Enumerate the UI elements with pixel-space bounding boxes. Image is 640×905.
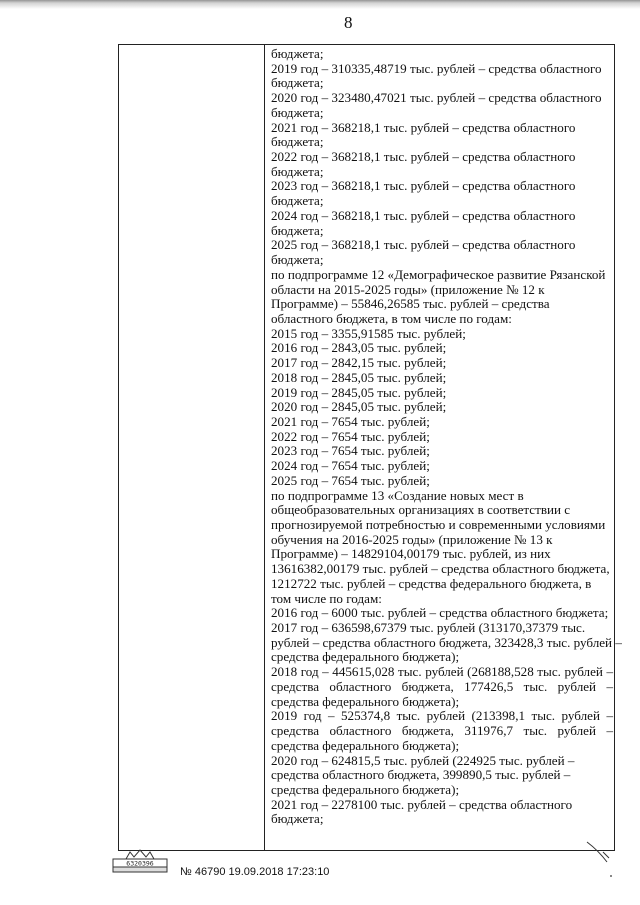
text-line: бюджета; — [271, 252, 324, 268]
text-line: бюджета; — [271, 193, 324, 209]
text-line: бюджета; — [271, 75, 324, 91]
text-line: 2022 год – 7654 тыс. рублей; — [271, 428, 430, 444]
text-line: 2020 год – 2845,05 тыс. рублей; — [271, 399, 447, 415]
text-line: по подпрограмме 13 «Создание новых мест в — [271, 487, 524, 503]
text-line: 2017 год – 636598,67379 тыс. рублей (313170,37379 тыс. — [271, 620, 586, 636]
text-line: том числе по годам: — [271, 590, 382, 606]
text-line: средства федерального бюджета); — [271, 693, 460, 709]
text-line: 2015 год – 3355,91585 тыс. рублей; — [271, 325, 466, 341]
text-line: общеобразовательных организациях в соответствии с — [271, 502, 571, 518]
text-line: 2018 год – 2845,05 тыс. рублей; — [271, 369, 447, 385]
scan-edge-shadow — [0, 0, 640, 10]
table-cell-text — [271, 46, 622, 827]
pen-marks — [585, 838, 625, 883]
text-line: 2018 год – 445615,028 тыс. рублей (268188,528 тыс. рублей – — [271, 664, 613, 680]
text-line: 2021 год – 2278100 тыс. рублей – средства областного — [271, 796, 573, 812]
stamp-number: 6320396 — [126, 859, 154, 868]
text-line: областного бюджета, в том числе по годам: — [271, 310, 512, 326]
registration-footer: № 46790 19.09.2018 17:23:10 — [180, 866, 330, 878]
text-line: 13616382,00179 тыс. рублей – средства областного бюджета, — [271, 561, 610, 577]
text-line: бюджета; — [271, 222, 324, 238]
text-line: 2019 год – 525374,8 тыс. рублей (213398,1 тыс. рублей – — [271, 708, 613, 724]
page-number: 8 — [344, 13, 353, 32]
text-line: рублей – средства областного бюджета, 323428,3 тыс. рублей – — [271, 634, 622, 650]
text-line: 2021 год – 368218,1 тыс. рублей – средства областного — [271, 119, 576, 135]
text-line: средства федерального бюджета); — [271, 737, 460, 753]
text-line: средства областного бюджета, 177426,5 тыс. рублей – — [271, 678, 613, 694]
text-line: 2025 год – 368218,1 тыс. рублей – средства областного — [271, 237, 576, 253]
text-line: бюджета; — [271, 163, 324, 179]
text-line: бюджета; — [271, 104, 324, 120]
text-line: 2022 год – 368218,1 тыс. рублей – средства областного — [271, 149, 576, 165]
text-line: 1212722 тыс. рублей – средства федерального бюджета, в — [271, 575, 592, 591]
text-line: 2024 год – 7654 тыс. рублей; — [271, 458, 430, 474]
text-line: 2019 год – 310335,48719 тыс. рублей – средства областного — [271, 60, 602, 76]
text-line: 2020 год – 624815,5 тыс. рублей (224925 тыс. рублей – — [271, 752, 575, 768]
text-line: средства федерального бюджета); — [271, 649, 460, 665]
text-line: бюджета; — [271, 134, 324, 150]
text-line: 2021 год – 7654 тыс. рублей; — [271, 413, 430, 429]
text-line: 2016 год – 6000 тыс. рублей – средства областного бюджета; — [271, 605, 609, 621]
text-line: средства федерального бюджета); — [271, 781, 460, 797]
text-line: области на 2015-2025 годы» (приложение № 12 к — [271, 281, 545, 297]
text-line: по подпрограмме 12 «Демографическое развитие Рязанской — [271, 266, 606, 282]
text-line: бюджета; — [271, 811, 324, 827]
text-line: 2025 год – 7654 тыс. рублей; — [271, 472, 430, 488]
text-line: 2019 год – 2845,05 тыс. рублей; — [271, 384, 447, 400]
text-line: Программе) – 55846,26585 тыс. рублей – средства — [271, 296, 550, 312]
table-column-divider — [264, 45, 265, 850]
text-line: средства областного бюджета, 399890,5 тыс. рублей – — [271, 767, 571, 783]
text-line: 2017 год – 2842,15 тыс. рублей; — [271, 355, 447, 371]
text-line: 2016 год – 2843,05 тыс. рублей; — [271, 340, 447, 356]
text-line: прогнозируемой потребностью и современными условиями — [271, 517, 606, 532]
text-line: Программе) – 14829104,00179 тыс. рублей, из них — [271, 546, 551, 562]
text-line: бюджета; — [271, 46, 324, 61]
text-line: 2023 год – 7654 тыс. рублей; — [271, 443, 430, 459]
text-line: 2023 год – 368218,1 тыс. рублей – средства областного — [271, 178, 576, 194]
text-line: 2024 год – 368218,1 тыс. рублей – средства областного — [271, 207, 576, 223]
text-line: средства областного бюджета, 311976,7 тыс. рублей – — [271, 723, 613, 739]
text-line: 2020 год – 323480,47021 тыс. рублей – средства областного — [271, 90, 602, 106]
text-line: обучения на 2016-2025 годы» (приложение № 13 к — [271, 531, 553, 547]
document-stamp-logo — [112, 848, 168, 874]
